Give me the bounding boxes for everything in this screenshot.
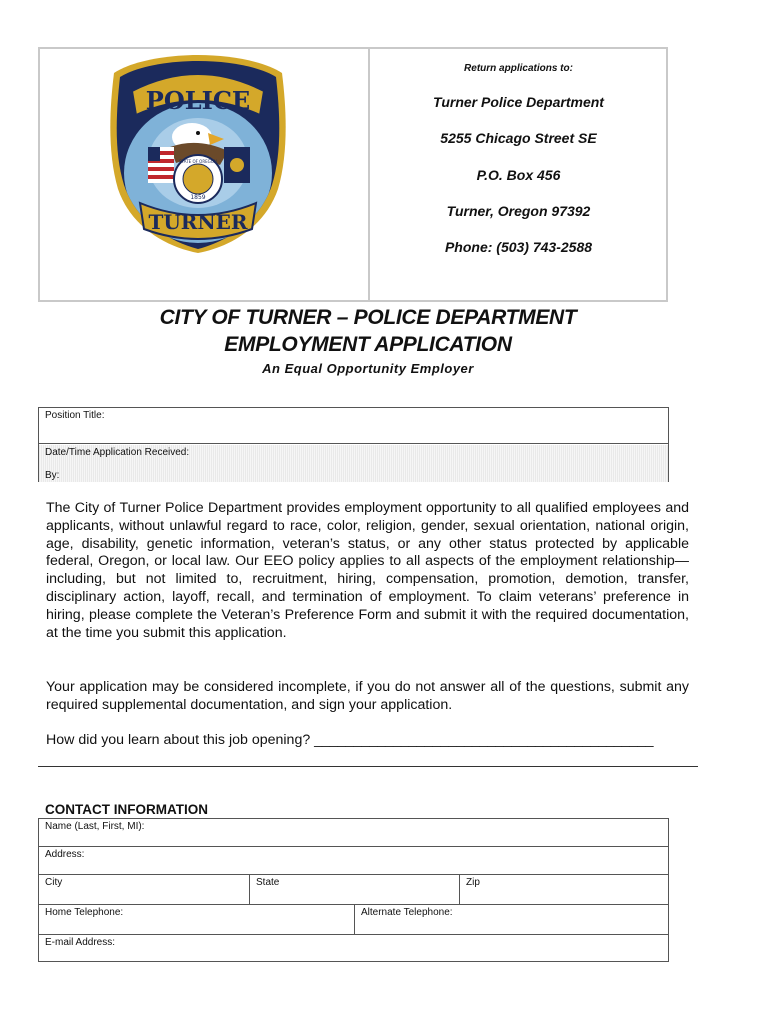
page-subtitle-main: EMPLOYMENT APPLICATION [224,333,512,356]
seal-text: STATE OF OREGON [179,159,217,164]
police-badge-logo [110,53,286,253]
phone-row [39,905,668,935]
zip-field[interactable] [459,875,668,904]
street-address: 5255 Chicago Street SE [440,130,597,146]
city-state-zip-row [39,875,668,905]
home-phone-field[interactable] [39,905,354,934]
received-field[interactable] [39,445,668,482]
section-divider [38,766,698,767]
badge-top-text: POLICE [145,86,251,115]
eeo-tagline: An Equal Opportunity Employer [262,361,474,376]
return-label: Return applications to: [464,63,573,74]
city-label: City [45,877,63,888]
state-label: State [256,877,280,888]
address-row [39,847,668,875]
city-field[interactable] [39,875,249,904]
po-box: P.O. Box 456 [476,167,561,183]
incomplete-notice: Your application may be considered incomplete, if you do not answer all of the questions, submit any required supplemental documentation, and sign your application. [46,679,689,713]
page-title: CITY OF TURNER – POLICE DEPARTMENT [159,306,577,329]
email-label: E-mail Address: [45,937,116,948]
city-state: Turner, Oregon 97392 [446,203,591,219]
email-row [39,935,668,962]
header-box [38,47,668,302]
position-title-field[interactable] [39,408,668,444]
address-label: Address: [45,849,85,860]
office-use-box [38,407,669,482]
name-field[interactable] [39,819,668,846]
department-name: Turner Police Department [433,94,604,110]
phone-number: Phone: (503) 743-2588 [444,239,593,255]
home-phone-label: Home Telephone: [45,907,124,918]
address-field[interactable] [39,847,668,874]
alt-phone-field[interactable] [354,905,668,934]
alt-phone-label: Alternate Telephone: [361,907,453,918]
logo-panel [40,49,370,300]
name-row [39,819,668,847]
eeo-statement: The City of Turner Police Department provides employment opportunity to all qualified employees and applicants, without unlawful regard to race, color, religion, gender, sexual orientation, national origin, age, disability, genetic information, veteran’s status, or any other status protected by applicable federal, Oregon, or local law. Our EEO policy applies to all aspects of the employment relationship—including, but not limited to, recruitment, hiring, compensation, promotion, demotion, transfer, disciplinary action, layoff, recall, and termination of employment. To claim veterans’ preference in hiring, please complete the Veteran’s Preference Form and submit it with the required documentation, at the time you submit this application. [46,500,689,641]
email-field[interactable] [39,935,668,962]
title-block [38,306,698,376]
received-by-label: By: [45,470,60,481]
position-title-label: Position Title: [45,410,105,421]
badge-bottom-text: TURNER [148,210,248,234]
contact-info-table [38,818,669,962]
name-label: Name (Last, First, MI): [45,821,145,832]
zip-label: Zip [466,877,480,888]
how-learned-question[interactable]: How did you learn about this job opening? ___________________________________________ [46,732,654,748]
return-address-panel [371,49,666,300]
state-field[interactable] [249,875,459,904]
seal-year: 1859 [190,194,206,201]
date-received-label: Date/Time Application Received: [45,447,190,458]
contact-section-title: CONTACT INFORMATION [45,802,208,817]
